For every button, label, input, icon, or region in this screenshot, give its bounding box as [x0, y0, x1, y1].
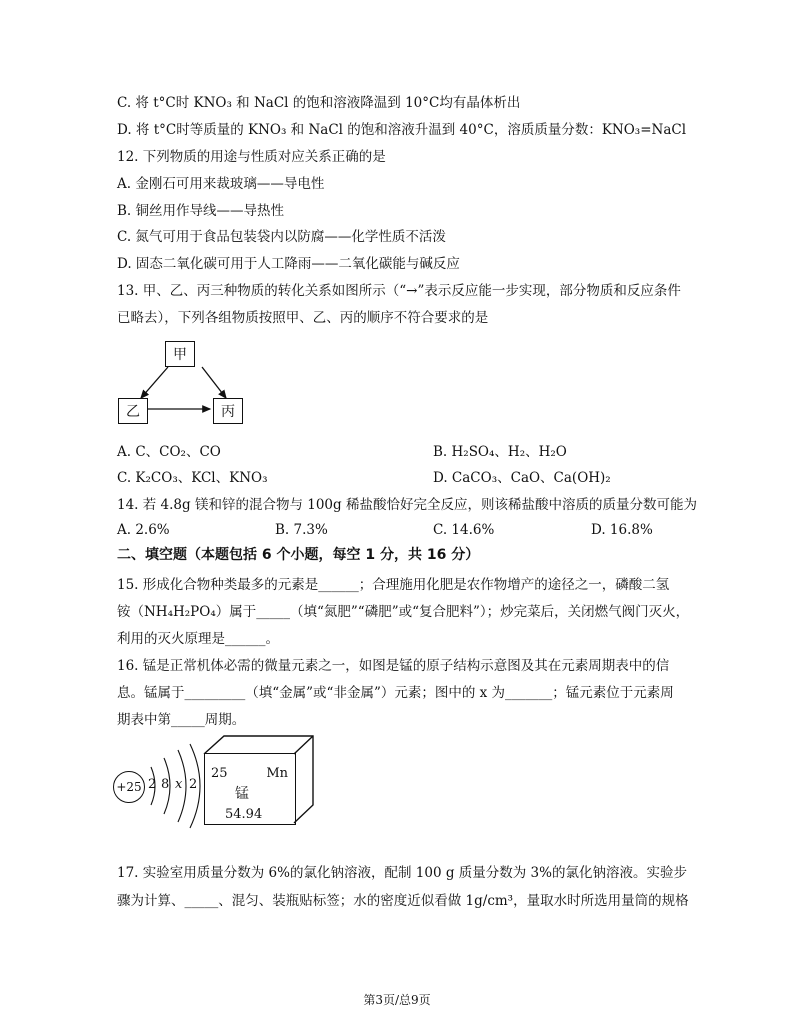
page-number: 第3页/总9页: [363, 993, 431, 1007]
q13-stem-line1: 13. 甲、乙、丙三种物质的转化关系如图所示（“→”表示反应能一步实现，部分物质和反应条件: [117, 283, 681, 299]
atom-nucleus: +25: [113, 771, 145, 803]
q15-line3: 利用的灭火原理是______。: [117, 631, 279, 647]
q14-stem: 14. 若 4.8g 镁和锌的混合物与 100g 稀盐酸恰好完全反应，则该稀盐酸中溶质的质量分数可能为: [117, 497, 697, 513]
q15-line2: 铵（NH₄H₂PO₄）属于_____（填“氮肥”“磷肥”或“复合肥料”）；炒完菜后，关闭燃气阀门灭火，: [117, 604, 690, 620]
q13-option-d: D. CaCO₃、CaO、Ca(OH)₂: [433, 470, 611, 486]
diagram-node-yi: 乙: [118, 398, 148, 424]
element-symbol: Mn: [266, 766, 288, 781]
q14-option-c: C. 14.6%: [433, 522, 495, 538]
q13-stem-line2: 已略去），下列各组物质按照甲、乙、丙的顺序不符合要求的是: [117, 310, 489, 326]
q16-line1: 16. 锰是正常机体必需的微量元素之一，如图是锰的原子结构示意图及其在元素周期表中的信: [117, 658, 670, 674]
atom-shell-3-count: x: [175, 777, 183, 792]
diagram-node-jia: 甲: [165, 341, 195, 367]
atomic-number: 25: [211, 766, 228, 781]
q12-option-b: B. 铜丝用作导线——导热性: [117, 203, 285, 219]
atom-shell-4-count: 2: [189, 777, 198, 792]
q14-option-b: B. 7.3%: [275, 522, 328, 538]
q12-option-a: A. 金刚石可用来裁玻璃——导电性: [117, 176, 325, 192]
atom-shell-2-count: 8: [161, 777, 170, 792]
diagram-node-bing: 丙: [213, 398, 243, 424]
q13-option-a: A. C、CO₂、CO: [117, 444, 221, 460]
q12-option-d: D. 固态二氧化碳可用于人工降雨——二氧化碳能与碱反应: [117, 256, 460, 272]
q16-line3: 期表中第_____周期。: [117, 712, 246, 728]
q13-option-c: C. K₂CO₃、KCl、KNO₃: [117, 470, 268, 486]
q14-option-a: A. 2.6%: [117, 522, 170, 538]
q17-line1: 17. 实验室用质量分数为 6%的氯化钠溶液，配制 100 g 质量分数为 3%的氯化钠溶液。实验步: [117, 865, 687, 881]
atom-shell-1-count: 2: [148, 777, 157, 792]
q12-stem: 12. 下列物质的用途与性质对应关系正确的是: [117, 149, 386, 165]
q14-option-d: D. 16.8%: [591, 522, 653, 538]
q17-line2: 骤为计算、_____、混匀、装瓶贴标签；水的密度近似看做 1g/cm³，量取水时所选用量筒的规格: [117, 893, 689, 909]
element-cell: [204, 753, 296, 825]
q11-option-c: C. 将 t°C时 KNO₃ 和 NaCl 的饱和溶液降温到 10°C均有晶体析出: [117, 95, 521, 111]
q11-option-d: D. 将 t°C时等质量的 KNO₃ 和 NaCl 的饱和溶液升温到 40°C，溶质质量分数：KNO₃=NaCl: [117, 122, 687, 138]
section-heading: 二、填空题（本题包括 6 个小题，每空 1 分，共 16 分）: [117, 547, 480, 563]
element-name: 锰: [235, 786, 249, 802]
q15-line1: 15. 形成化合物种类最多的元素是______；合理施用化肥是农作物增产的途径之一，磷酸二氢: [117, 577, 670, 593]
atomic-mass: 54.94: [225, 807, 263, 822]
q13-option-b: B. H₂SO₄、H₂、H₂O: [433, 444, 567, 460]
q16-line2: 息。锰属于_________（填“金属”或“非金属”）元素；图中的 x 为_______；锰元素位于元素周: [117, 685, 674, 701]
q12-option-c: C. 氮气可用于食品包装袋内以防腐——化学性质不活泼: [117, 229, 446, 245]
